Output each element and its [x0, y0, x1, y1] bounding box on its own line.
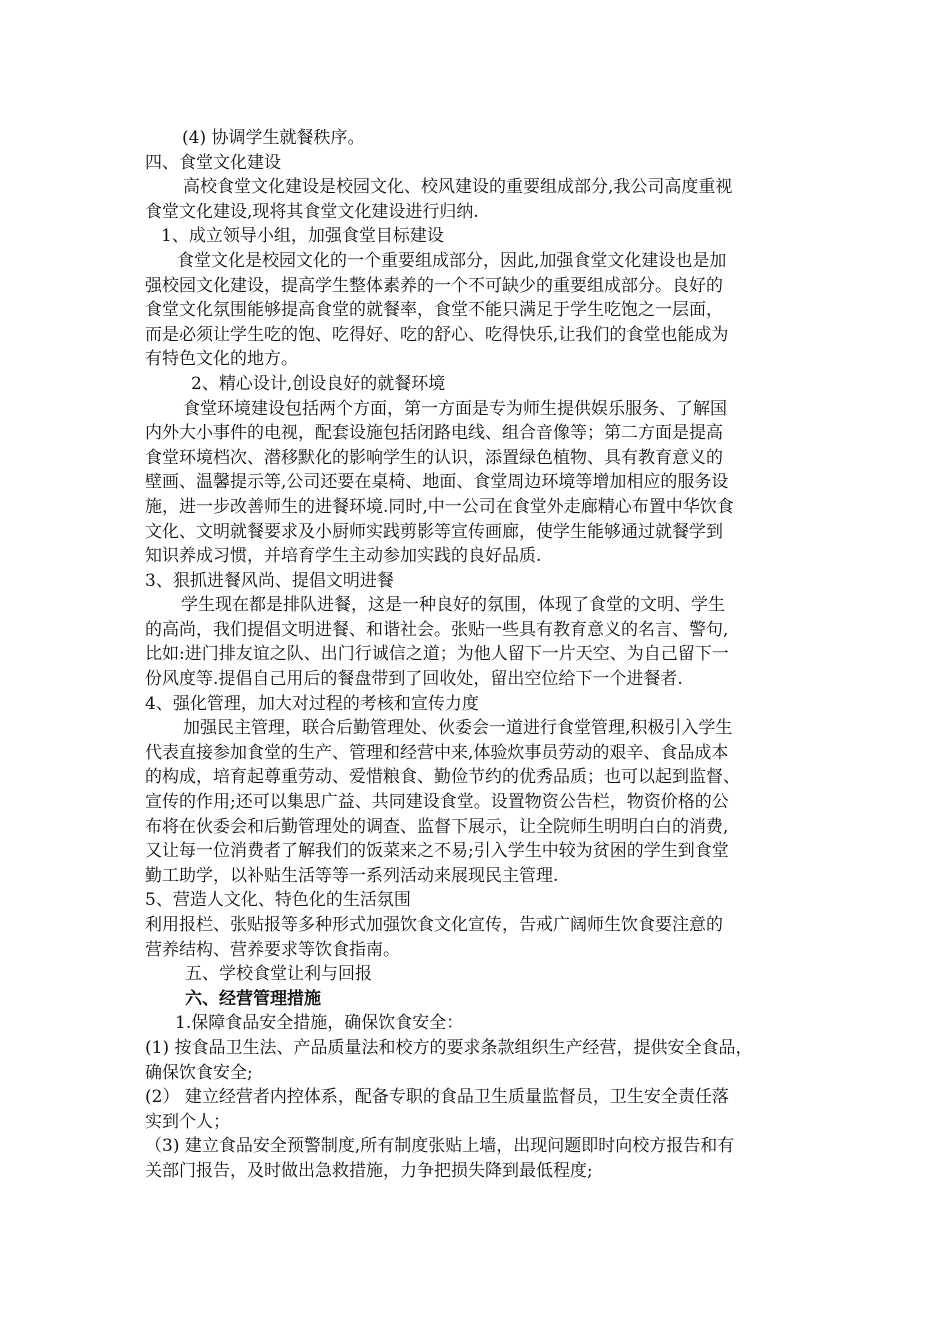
paragraph-line: 份风度等.提倡自己用后的餐盘带到了回收处，留出空位给下一个进餐者. [145, 669, 683, 690]
list-item-3: （3) 建立食品安全预警制度,所有制度张贴上墙，出现问题即时向校方报告和有 [145, 1136, 735, 1157]
paragraph-line: 食堂环境建设包括两个方面，第一方面是专为师生提供娱乐服务、了解国 [183, 398, 727, 419]
list-item-3-continued: 关部门报告，及时做出急救措施，力争把损失降到最低程度; [145, 1160, 593, 1181]
list-item-1-continued: 确保饮食安全; [145, 1062, 253, 1083]
paragraph-line: 布将在伙委会和后勤管理处的调查、监督下展示，让全院师生明明白白的消费, [145, 816, 729, 837]
paragraph-line: 代表直接参加食堂的生产、管理和经营中来,体验炊事员劳动的艰辛、食品成本 [145, 742, 729, 763]
paragraph-line: 食堂文化是校园文化的一个重要组成部分，因此,加强食堂文化建设也是加 [177, 250, 727, 271]
list-item-4-dining-order: (4) 协调学生就餐秩序。 [182, 128, 365, 148]
section-heading-5: 五、学校食堂让利与回报 [185, 964, 372, 985]
section-heading-6: 六、经营管理措施 [185, 988, 321, 1009]
section-heading-4: 四、食堂文化建设 [145, 152, 281, 173]
paragraph-line: 而是必须让学生吃的饱、吃得好、吃的舒心、吃得快乐,让我们的食堂也能成为 [145, 324, 729, 345]
paragraph-line: 又让每一位消费者了解我们的饭菜来之不易;引入学生中较为贫困的学生到食堂 [145, 841, 729, 862]
subheading-food-safety: 1.保障食品安全措施，确保饮食安全： [175, 1013, 464, 1034]
paragraph-line: 施，进一步改善师生的进餐环境.同时,中一公司在食堂外走廊精心布置中华饮食 [145, 496, 734, 517]
paragraph-line: 内外大小事件的电视，配套设施包括闭路电线、组合音像等；第二方面是提高 [145, 423, 723, 444]
paragraph-line: 有特色文化的地方。 [145, 349, 298, 370]
document-body [145, 126, 815, 1184]
paragraph-line: 食堂环境档次、潜移默化的影响学生的认识，添置绿色植物、具有教育意义的 [145, 447, 723, 468]
paragraph-line: 的高尚，我们提倡文明进餐、和谐社会。张贴一些具有教育意义的名言、警句, [145, 619, 729, 640]
paragraph-line: 知识养成习惯，并培育学生主动参加实践的良好品质. [145, 546, 542, 567]
paragraph-line: 的构成，培育起尊重劳动、爱惜粮食、勤俭节约的优秀品质；也可以起到监督、 [145, 767, 740, 788]
paragraph-line: 利用报栏、张贴报等多种形式加强饮食文化宣传，告戒广阔师生饮食要注意的 [145, 915, 723, 935]
subheading-5: 5、营造人文化、特色化的生活氛围 [145, 890, 411, 911]
subheading-1: 1、成立领导小组，加强食堂目标建设 [161, 226, 444, 247]
subheading-3: 3、狠抓进餐风尚、提倡文明进餐 [145, 570, 394, 591]
paragraph-line: 食堂文化建设,现将其食堂文化建设进行归纳. [145, 201, 479, 222]
paragraph-line: 营养结构、营养要求等饮食指南。 [145, 939, 400, 960]
paragraph-line: 壁画、温馨提示等,公司还要在桌椅、地面、食堂周边环境等增加相应的服务设 [145, 472, 729, 493]
paragraph-line: 勤工助学，以补贴生活等等一系列活动来展现民主管理. [145, 865, 559, 886]
list-item-1: (1) 按食品卫生法、产品质量法和校方的要求条款组织生产经营，提供安全食品， [145, 1037, 753, 1058]
paragraph-line: 文化、文明就餐要求及小厨师实践剪影等宣传画廊，使学生能够通过就餐学到 [145, 521, 723, 542]
paragraph-line: 宣传的作用;还可以集思广益、共同建设食堂。设置物资公告栏，物资价格的公 [145, 792, 729, 813]
paragraph-line: 高校食堂文化建设是校园文化、校风建设的重要组成部分,我公司高度重视 [183, 177, 733, 198]
paragraph-line: 比如:进门排友谊之队、出门行诚信之道；为他人留下一片天空、为自己留下一 [145, 644, 729, 665]
subheading-2: 2、精心设计,创设良好的就餐环境 [191, 373, 446, 394]
list-item-2: (2） 建立经营者内控体系，配备专职的食品卫生质量监督员，卫生安全责任落 [145, 1087, 729, 1108]
paragraph-line: 强校园文化建设，提高学生整体素养的一个不可缺少的重要组成部分。良好的 [145, 275, 723, 296]
paragraph-line: 食堂文化氛围能够提高食堂的就餐率，食堂不能只满足于学生吃饱之一层面， [145, 300, 723, 321]
list-item-2-continued: 实到个人； [145, 1111, 230, 1132]
paragraph-line: 学生现在都是排队进餐，这是一种良好的氛围，体现了食堂的文明、学生 [181, 595, 725, 616]
subheading-4: 4、强化管理，加大对过程的考核和宣传力度 [145, 693, 479, 714]
paragraph-line: 加强民主管理，联合后勤管理处、伙委会一道进行食堂管理,积极引入学生 [183, 718, 733, 739]
